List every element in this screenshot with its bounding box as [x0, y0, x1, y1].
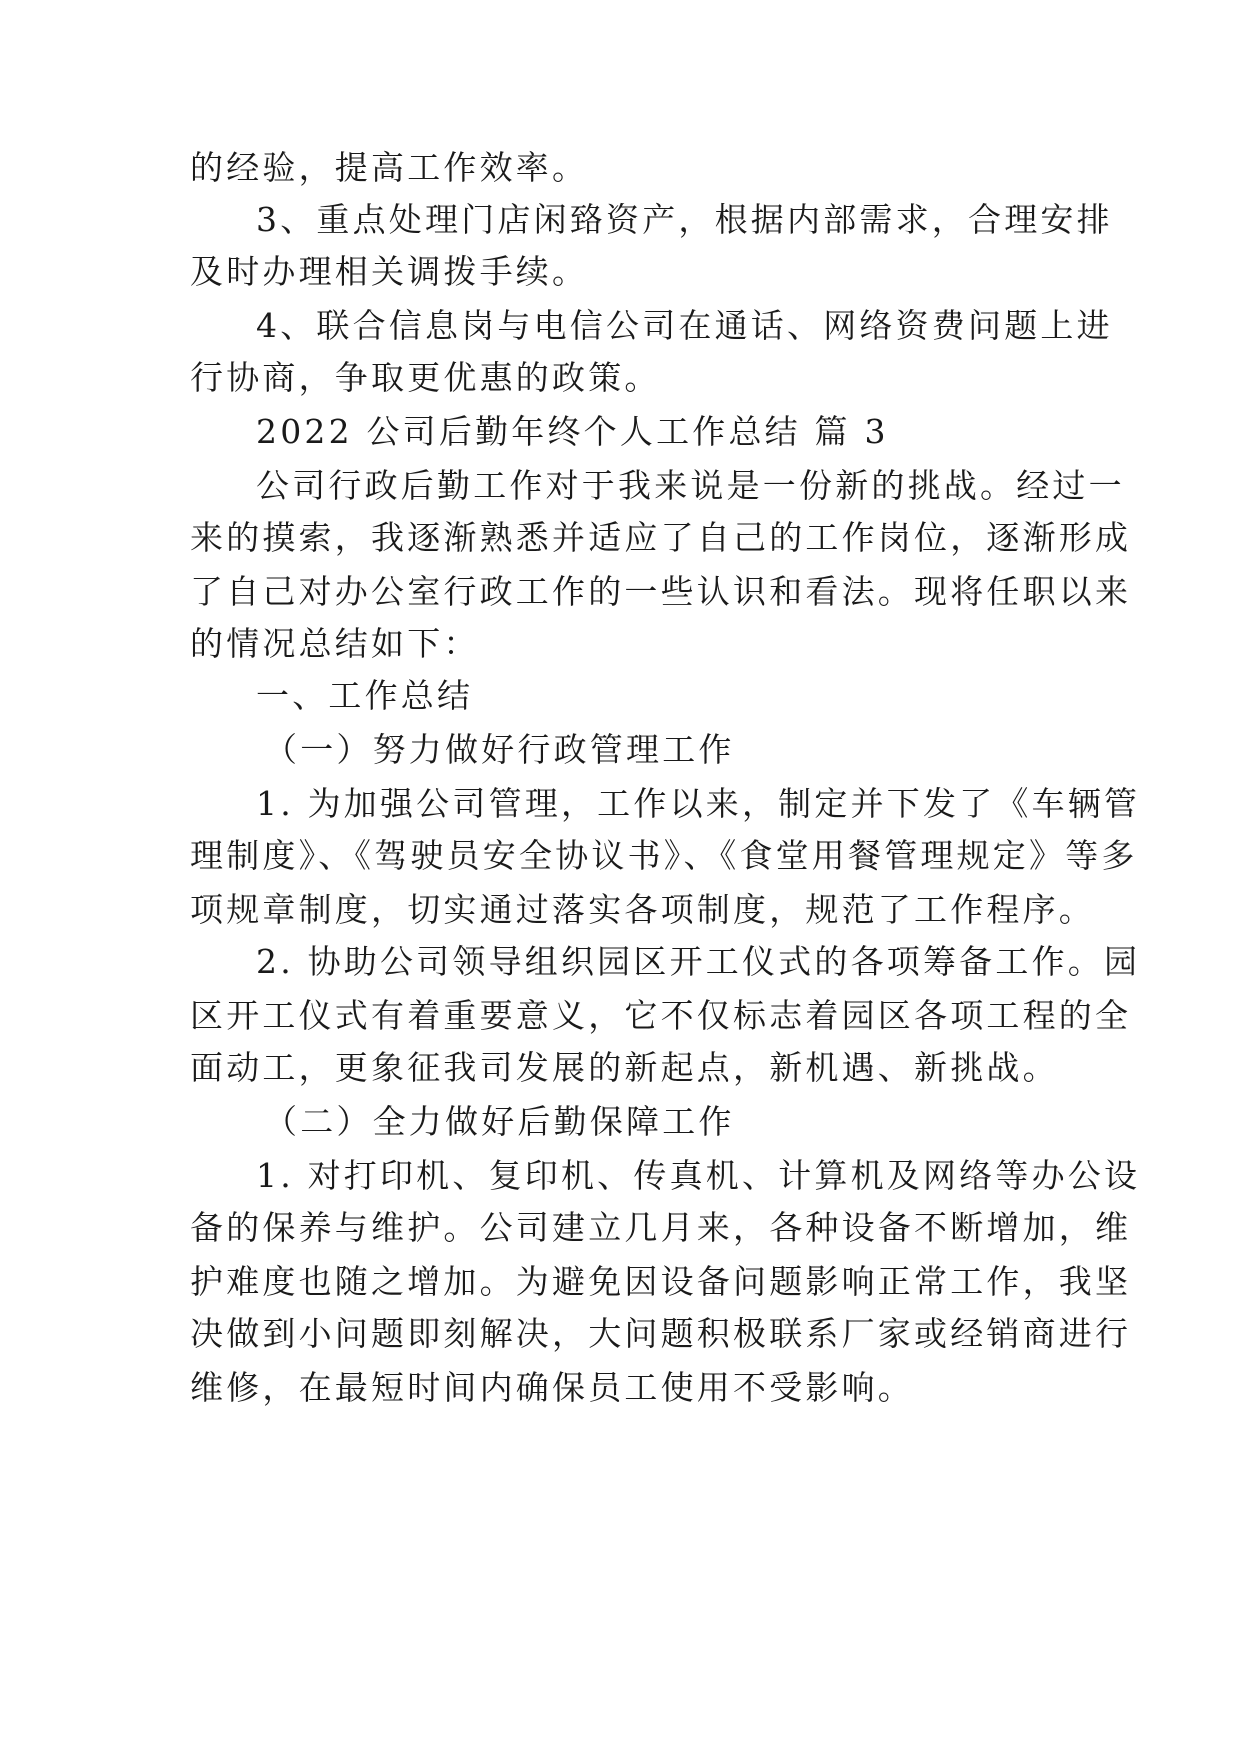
- subsection-heading: （二）全力做好后勤保障工作: [264, 1102, 735, 1141]
- subsection-heading: （一）努力做好行政管理工作: [264, 730, 735, 769]
- text-line: 维修，在最短时间内确保员工使用不受影响。: [190, 1368, 914, 1407]
- text-line: 项规章制度，切实通过落实各项制度，规范了工作程序。: [190, 890, 1095, 929]
- text-line: 的经验，提高工作效率。: [190, 148, 589, 187]
- text-line: 决做到小问题即刻解决，大问题积极联系厂家或经销商进行: [190, 1314, 1132, 1353]
- text-line: 3、重点处理门店闲臵资产，根据内部需求，合理安排: [256, 200, 1113, 239]
- text-line: 行协商，争取更优惠的政策。: [190, 358, 661, 397]
- text-line: 1. 为加强公司管理，工作以来，制定并下发了《车辆管: [256, 784, 1141, 823]
- text-line: 区开工仪式有着重要意义，它不仅标志着园区各项工程的全: [190, 996, 1132, 1035]
- text-line: 备的保养与维护。公司建立几月来，各种设备不断增加，维: [190, 1208, 1132, 1247]
- text-line: 面动工，更象征我司发展的新起点，新机遇、新挑战。: [190, 1048, 1059, 1087]
- text-line: 1. 对打印机、复印机、传真机、计算机及网络等办公设: [256, 1156, 1141, 1195]
- text-line: 的情况总结如下：: [190, 624, 480, 663]
- text-line: 公司行政后勤工作对于我来说是一份新的挑战。经过一: [256, 466, 1125, 505]
- text-line: 来的摸索，我逐渐熟悉并适应了自己的工作岗位，逐渐形成: [190, 518, 1132, 557]
- text-line: 护难度也随之增加。为避免因设备问题影响正常工作，我坚: [190, 1262, 1132, 1301]
- text-line: 理制度》、《驾驶员安全协议书》、《食堂用餐管理规定》等多: [190, 836, 1138, 875]
- text-line: 了自己对办公室行政工作的一些认识和看法。现将任职以来: [190, 572, 1132, 611]
- text-line: 2. 协助公司领导组织园区开工仪式的各项筹备工作。园: [256, 942, 1141, 981]
- subsection-heading: 一、工作总结: [256, 676, 474, 715]
- text-line: 及时办理相关调拨手续。: [190, 252, 589, 291]
- text-line: 4、联合信息岗与电信公司在通话、网络资费问题上进: [256, 306, 1113, 345]
- section-heading: 2022 公司后勤年终个人工作总结 篇 3: [256, 412, 889, 451]
